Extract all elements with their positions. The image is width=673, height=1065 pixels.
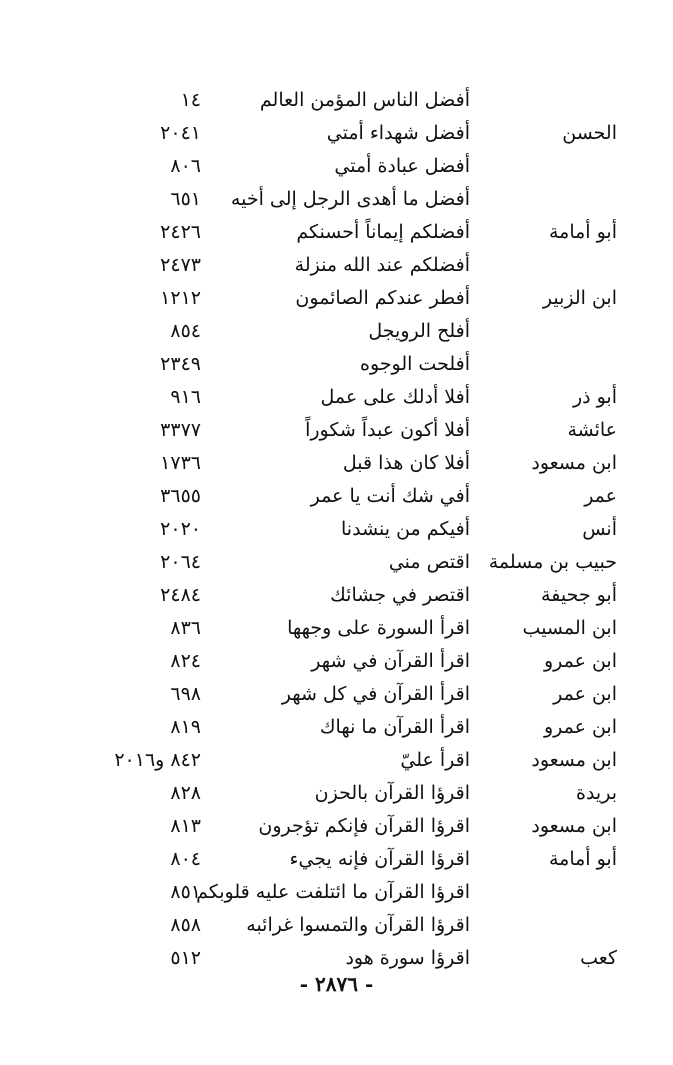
hadith-text: اقرؤا سورة هود: [345, 947, 470, 969]
hadith-number: ٣٣٧٧: [160, 419, 201, 441]
hadith-text: اقرؤا القرآن فإنه يجيء: [289, 848, 470, 870]
index-row: [0, 843, 673, 876]
hadith-number: ٢٤٨٤: [160, 584, 201, 606]
hadith-text: أفضل الناس المؤمن العالم: [259, 89, 470, 111]
index-row: [0, 183, 673, 216]
index-row: [0, 414, 673, 447]
hadith-number: ١٧٣٦: [160, 452, 201, 474]
hadith-number: ٥١٢: [170, 947, 201, 969]
hadith-number: ٨١٣: [170, 815, 201, 837]
narrator-name: ابن عمر: [553, 683, 617, 705]
hadith-text: اقرأ القرآن في شهر: [311, 650, 470, 672]
hadith-text: أفلا كان هذا قبل: [342, 452, 470, 474]
hadith-number: ٢٤٢٦: [160, 221, 201, 243]
hadith-number: ٦٥١: [170, 188, 201, 210]
hadith-number: ٢٣٤٩: [160, 353, 201, 375]
hadith-number: ١٢١٢: [160, 287, 201, 309]
index-row: [0, 810, 673, 843]
narrator-name: ابن مسعود: [531, 452, 617, 474]
hadith-number: ٨٥٤: [170, 320, 201, 342]
index-row: [0, 909, 673, 942]
index-row: [0, 249, 673, 282]
index-row: [0, 645, 673, 678]
hadith-number: ٨٤٢ و٢٠١٦: [114, 749, 201, 771]
narrator-name: عمر: [584, 485, 617, 507]
hadith-text: اقتصر في جشائك: [330, 584, 470, 606]
hadith-text: اقرؤا القرآن والتمسوا غرائبه: [246, 914, 470, 936]
index-row: [0, 84, 673, 117]
hadith-text: أفضل ما أهدى الرجل إلى أخيه: [230, 188, 470, 210]
hadith-text: اقرؤا القرآن فإنكم تؤجرون: [258, 815, 470, 837]
hadith-number: ٨٥١: [170, 881, 201, 903]
hadith-text: اقرؤا القرآن بالحزن: [314, 782, 470, 804]
narrator-name: كعب: [580, 947, 617, 969]
index-row: [0, 282, 673, 315]
hadith-number: ٢٤٧٣: [160, 254, 201, 276]
hadith-index-table: [0, 84, 673, 975]
narrator-name: ابن الزبير: [542, 287, 617, 309]
hadith-number: ٨١٩: [170, 716, 201, 738]
hadith-number: ٢٠٦٤: [160, 551, 201, 573]
narrator-name: حبيب بن مسلمة: [488, 551, 617, 573]
hadith-text: أفضل عبادة أمتي: [334, 155, 470, 177]
index-row: [0, 513, 673, 546]
hadith-text: اقرأ القرآن في كل شهر: [281, 683, 470, 705]
hadith-text: أفلح الرويجل: [368, 320, 470, 342]
hadith-number: ٨٣٦: [170, 617, 201, 639]
index-row: [0, 546, 673, 579]
hadith-number: ٦٩٨: [170, 683, 201, 705]
narrator-name: ابن مسعود: [531, 815, 617, 837]
index-row: [0, 381, 673, 414]
hadith-number: ٢٠٢٠: [160, 518, 201, 540]
hadith-text: أفضلكم إيماناً أحسنكم: [296, 221, 470, 243]
hadith-number: ٨٢٤: [170, 650, 201, 672]
narrator-name: أبو أمامة: [548, 221, 617, 243]
hadith-text: أفلا أدلك على عمل: [320, 386, 470, 408]
hadith-number: ٣٦٥٥: [160, 485, 201, 507]
index-row: [0, 612, 673, 645]
index-row: [0, 579, 673, 612]
narrator-name: ابن عمرو: [543, 716, 617, 738]
index-row: [0, 315, 673, 348]
narrator-name: الحسن: [562, 122, 617, 144]
index-row: [0, 447, 673, 480]
hadith-number: ٨٥٨: [170, 914, 201, 936]
index-row: [0, 480, 673, 513]
hadith-number: ٨٠٤: [170, 848, 201, 870]
hadith-text: أفيكم من ينشدنا: [341, 518, 470, 540]
index-row: [0, 744, 673, 777]
hadith-number: ٨٢٨: [170, 782, 201, 804]
hadith-text: اقرأ القرآن ما نهاك: [319, 716, 470, 738]
narrator-name: أنس: [582, 518, 617, 540]
narrator-name: بريدة: [576, 782, 617, 804]
hadith-text: أفلحت الوجوه: [359, 353, 470, 375]
hadith-text: أفطر عندكم الصائمون: [295, 287, 470, 309]
narrator-name: ابن المسيب: [522, 617, 617, 639]
hadith-number: ١٤: [180, 89, 201, 111]
index-row: [0, 777, 673, 810]
hadith-number: ٩١٦: [170, 386, 201, 408]
index-row: [0, 942, 673, 975]
hadith-text: اقرؤا القرآن ما ائتلفت عليه قلوبكم: [196, 881, 470, 903]
hadith-text: أفلا أكون عبداً شكوراً: [305, 419, 470, 441]
index-row: [0, 216, 673, 249]
index-row: [0, 678, 673, 711]
narrator-name: ابن مسعود: [531, 749, 617, 771]
index-row: [0, 711, 673, 744]
narrator-name: أبو أمامة: [548, 848, 617, 870]
hadith-number: ٢٠٤١: [160, 122, 201, 144]
hadith-number: ٨٠٦: [170, 155, 201, 177]
narrator-name: أبو ذر: [572, 386, 617, 408]
index-row: [0, 117, 673, 150]
hadith-text: اقرأ عليّ: [400, 749, 470, 771]
page-number: - ٢٨٧٦ -: [299, 972, 374, 996]
index-row: [0, 876, 673, 909]
narrator-name: ابن عمرو: [543, 650, 617, 672]
index-row: [0, 348, 673, 381]
hadith-text: أفي شك أنت يا عمر: [310, 485, 470, 507]
hadith-text: اقتص مني: [388, 551, 470, 573]
index-row: [0, 150, 673, 183]
hadith-text: أفضل شهداء أمتي: [326, 122, 470, 144]
hadith-text: أفضلكم عند الله منزلة: [294, 254, 470, 276]
hadith-text: اقرأ السورة على وجهها: [287, 617, 470, 639]
narrator-name: أبو جحيفة: [541, 584, 617, 606]
narrator-name: عائشة: [567, 419, 617, 441]
